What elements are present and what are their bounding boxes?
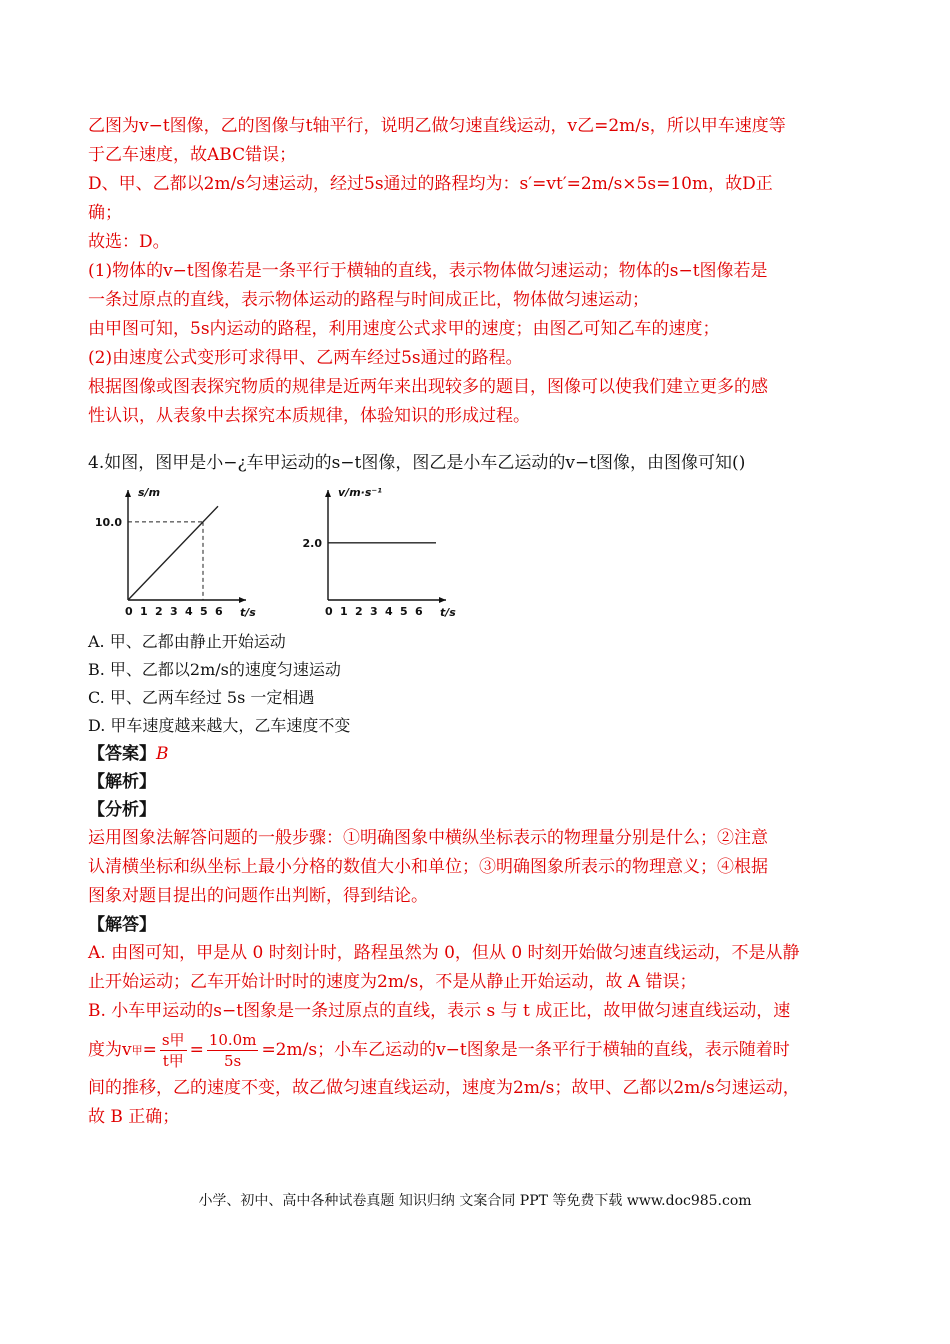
option-c: C. 甲、乙两车经过 5s 一定相遇 [88,688,315,707]
chart-st [88,484,258,624]
text-line: 间的推移，乙的速度不变，故乙做匀速直线运动，速度为2m/s；故甲、乙都以2m/s匀速运动， [88,1078,800,1098]
text-line: (1)物体的v−t图像若是一条平行于横轴的直线，表示物体做匀速运动；物体的s−t图像若是 [88,261,768,281]
fraction [160,1030,187,1071]
chart-vt [288,484,458,624]
question-stem: 4.如图，图甲是小−¿车甲运动的s−t图像，图乙是小车乙运动的v−t图像，由图像可知() [88,453,746,473]
figures [88,484,868,624]
text-line: 运用图象法解答问题的一般步骤：①明确图象中横纵坐标表示的物理量分别是什么；②注意 [88,828,768,848]
text-fragment: 度为v [88,1039,132,1060]
text-line: 认清横坐标和纵坐标上最小分格的数值大小和单位；③明确图象所表示的物理意义；④根据 [88,857,768,877]
text-line: 根据图像或图表探究物质的规律是近两年来出现较多的题目，图像可以使我们建立更多的感 [88,377,768,397]
text-line: (2)由速度公式变形可求得甲、乙两车经过5s通过的路程。 [88,348,523,368]
y-axis-label: v/m·s⁻¹ [338,486,382,499]
previous-solution [88,112,868,431]
x-tick-label: 1 [140,605,148,618]
fraction-numerator: 10.0m [208,1030,257,1049]
text-line: 一条过原点的直线，表示物体运动的路程与时间成正比，物体做匀速运动； [88,290,649,310]
option-d: D. 甲车速度越来越大，乙车速度不变 [88,716,351,735]
option-b: B. 甲、乙都以2m/s的速度匀速运动 [88,660,341,679]
y-axis-arrow [125,490,131,497]
x-tick-label: 3 [170,605,178,618]
text-line: 性认识，从表象中去探究本质规律，体验知识的形成过程。 [88,406,530,426]
text-line: 乙图为v−t图像，乙的图像与t轴平行，说明乙做匀速直线运动，v乙=2m/s，所以甲车速度等 [88,116,786,136]
option-a: A. 甲、乙都由静止开始运动 [88,632,286,651]
x-axis-arrow [439,597,446,603]
page-footer: 小学、初中、高中各种试卷真题 知识归纳 文案合同 PPT 等免费下载 www.doc985.com [198,1193,752,1209]
x-tick-label: 3 [370,605,378,618]
text-line: 由甲图可知，5s内运动的路程，利用速度公式求甲的速度；由图乙可知乙车的速度； [88,319,720,339]
text-line: B. 小车甲运动的s−t图象是一条过原点的直线，表示 s 与 t 成正比，故甲做匀速直线运动，速 [88,1001,791,1021]
fraction-denominator: t甲 [162,1051,184,1070]
text-line: 故 B 正确； [88,1107,180,1127]
formula-line: 度为v 甲 = $\frac{\text{s甲}}{\text{t甲}}$ = $\frac{10.0m}{5s}$ =2m/s；小车乙运动的v−t图象是一条平行于横轴的直线，表示随着时 [88,1030,790,1070]
subscript: 甲 [131,1043,143,1057]
text-fragment: =2m/s；小车乙运动的v−t图象是一条平行于横轴的直线，表示随着时 [261,1039,790,1060]
x-axis-label: t/s [240,606,256,619]
x-axis-arrow [239,597,246,603]
page-content [88,112,868,1132]
solution-text [88,939,868,1132]
x-tick-label: 2 [155,605,163,618]
x-tick-label: 0 [325,605,333,618]
y-axis-arrow [325,490,331,497]
x-tick-label: 5 [200,605,208,618]
x-tick-label: 0 [125,605,133,618]
series-line [128,506,218,600]
text-line: 止开始运动；乙车开始计时时的速度为2m/s，不是从静止开始运动，故 A 错误； [88,972,697,992]
y-tick-label: 10.0 [94,515,122,529]
fraction-numerator: s甲 [161,1030,185,1049]
x-axis-label: t/s [440,606,456,619]
answer-row [88,740,868,768]
fraction [207,1030,259,1071]
answer-value: B [156,744,169,764]
solution-label: 【解答】 [88,915,156,935]
x-tick-label: 5 [400,605,408,618]
text-line: D、甲、乙都以2m/s匀速运动，经过5s通过的路程均为：s′=vt′=2m/s×5s=10m，故D正 [88,174,773,194]
y-tick-label: 2.0 [302,536,322,550]
x-tick-label: 6 [415,605,423,618]
options [88,628,868,740]
fraction-denominator: 5s [224,1051,242,1070]
text-line: 确； [88,203,122,223]
x-tick-label: 6 [215,605,223,618]
x-tick-label: 1 [340,605,348,618]
text-line: 于乙车速度，故ABC错误； [88,145,297,165]
y-axis-label: s/m [138,486,161,499]
text-line: 图象对题目提出的问题作出判断，得到结论。 [88,886,428,906]
answer-label: 【答案】 [88,744,156,764]
text-line: 故选：D。 [88,232,170,252]
x-tick-label: 2 [355,605,363,618]
text-line: A. 由图可知，甲是从 0 时刻计时，路程虽然为 0，但从 0 时刻开始做匀速直线运动，不是从静 [88,943,800,963]
x-tick-label: 4 [185,605,193,618]
x-tick-label: 4 [385,605,393,618]
breakdown-label: 【分析】 [88,800,156,820]
analysis-label: 【解析】 [88,772,156,792]
breakdown-text [88,824,868,911]
